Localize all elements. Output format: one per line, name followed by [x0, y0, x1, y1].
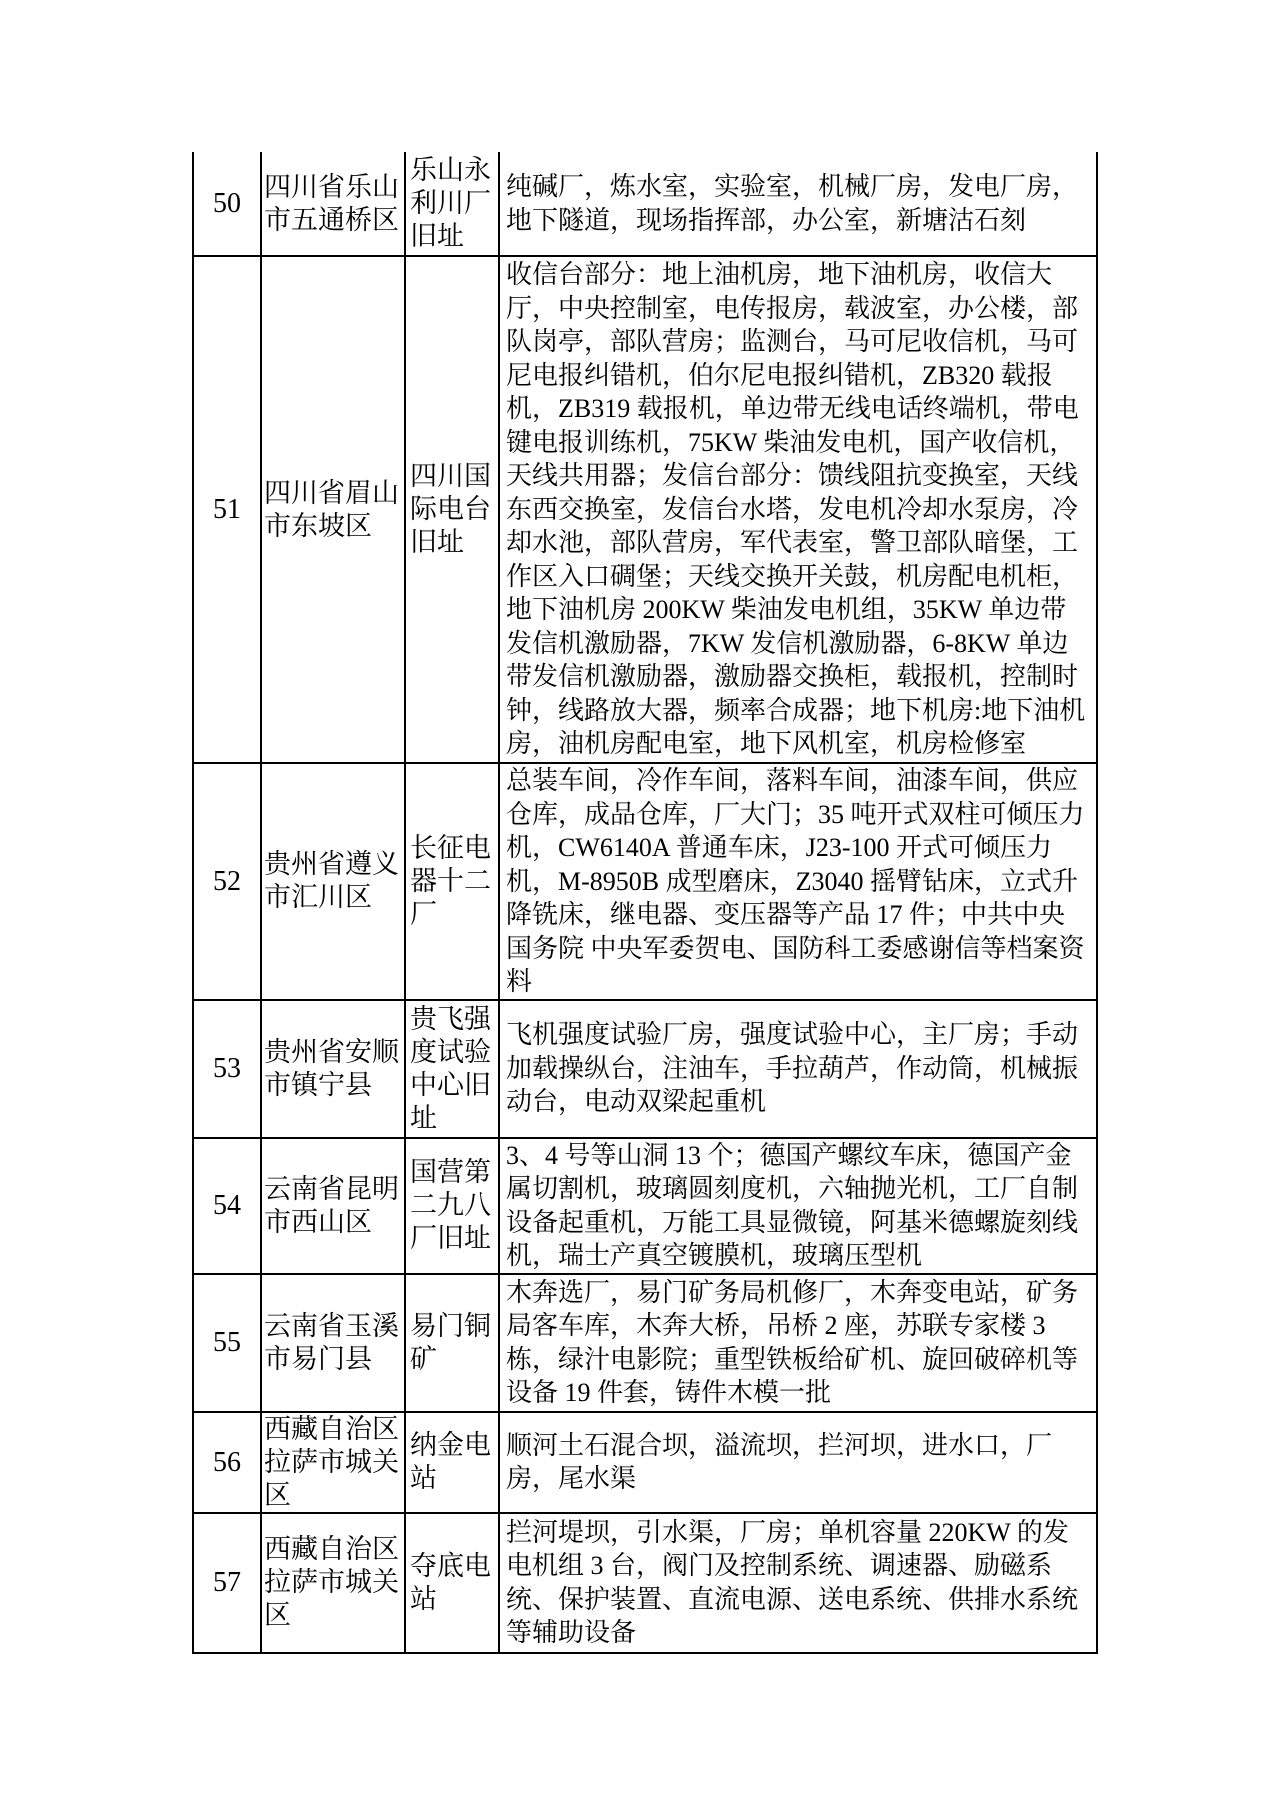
items-cell: 纯碱厂，炼水室，实验室，机械厂房，发电厂房，地下隧道，现场指挥部，办公室，新塘沽石刻: [499, 152, 1097, 256]
row-number: 55: [193, 1274, 261, 1412]
table-row: [193, 763, 1097, 1000]
row-number: 51: [193, 256, 261, 763]
site-name-cell: 贵飞强度试验中心旧址: [405, 1000, 499, 1138]
items-cell: 拦河堤坝，引水渠，厂房；单机容量 220KW 的发电机组 3 台，阀门及控制系统、调速器、励磁系统、保护装置、直流电源、送电系统、供排水系统等辅助设备: [499, 1513, 1097, 1653]
row-number: 57: [193, 1513, 261, 1653]
table-row: [193, 1138, 1097, 1274]
table-row: [193, 1000, 1097, 1138]
location-cell: 贵州省遵义市汇川区: [261, 763, 405, 1000]
site-name-cell: 乐山永利川厂旧址: [405, 152, 499, 256]
row-number: 56: [193, 1412, 261, 1513]
row-number: 54: [193, 1138, 261, 1274]
location-cell: 西藏自治区拉萨市城关区: [261, 1513, 405, 1653]
items-cell: 飞机强度试验厂房，强度试验中心，主厂房；手动加载操纵台，注油车，手拉葫芦，作动筒，机械振动台，电动双梁起重机: [499, 1000, 1097, 1138]
table-row: [193, 1274, 1097, 1412]
location-cell: 西藏自治区拉萨市城关区: [261, 1412, 405, 1513]
site-name-cell: 纳金电站: [405, 1412, 499, 1513]
location-cell: 云南省玉溪市易门县: [261, 1274, 405, 1412]
site-name-cell: 四川国际电台旧址: [405, 256, 499, 763]
site-name-cell: 国营第二九八厂旧址: [405, 1138, 499, 1274]
items-cell: 3、4 号等山洞 13 个；德国产螺纹车床，德国产金属切割机，玻璃圆刻度机，六轴抛光机，工厂自制设备起重机，万能工具显微镜，阿基米德螺旋刻线机，瑞士产真空镀膜机，玻璃压型机: [499, 1138, 1097, 1274]
items-cell: 总装车间，冷作车间，落料车间，油漆车间，供应仓库，成品仓库，厂大门；35 吨开式双柱可倾压力机，CW6140A 普通车床，J23-100 开式可倾压力机，M-8950B 成型磨床，Z3040 摇臂钻床，立式升降铣床，继电器、变压器等产品 17 件；中共中央 国务院 中央军委贺电、国防科工委感谢信等档案资料: [499, 763, 1097, 1000]
row-number: 52: [193, 763, 261, 1000]
row-number: 50: [193, 152, 261, 256]
table-row: [193, 1412, 1097, 1513]
heritage-sites-table: [192, 152, 1098, 1654]
site-name-cell: 长征电器十二厂: [405, 763, 499, 1000]
site-name-cell: 夺底电站: [405, 1513, 499, 1653]
location-cell: 四川省眉山市东坡区: [261, 256, 405, 763]
items-cell: 收信台部分：地上油机房，地下油机房，收信大厅，中央控制室，电传报房，载波室，办公楼，部队岗亭，部队营房；监测台，马可尼收信机，马可尼电报纠错机，伯尔尼电报纠错机，ZB320 载报机，ZB319 载报机，单边带无线电话终端机，带电键电报训练机，75KW 柴油发电机，国产收信机，天线共用器；发信台部分：馈线阻抗变换室，天线东西交换室，发信台水塔，发电机冷却水泵房，冷却水池，部队营房，军代表室，警卫部队暗堡，工作区入口碉堡；天线交换开关鼓，机房配电机柜，地下油机房 200KW 柴油发电机组，35KW 单边带发信机激励器，7KW 发信机激励器，6-8KW 单边带发信机激励器，激励器交换柜，载报机，控制时钟，线路放大器，频率合成器；地下机房:地下油机房，油机房配电室，地下风机室，机房检修室: [499, 256, 1097, 763]
table-row: [193, 256, 1097, 763]
location-cell: 云南省昆明市西山区: [261, 1138, 405, 1274]
items-cell: 顺河土石混合坝，溢流坝，拦河坝，进水口，厂房，尾水渠: [499, 1412, 1097, 1513]
location-cell: 贵州省安顺市镇宁县: [261, 1000, 405, 1138]
site-name-cell: 易门铜矿: [405, 1274, 499, 1412]
table-row: [193, 1513, 1097, 1653]
location-cell: 四川省乐山市五通桥区: [261, 152, 405, 256]
table-row: [193, 152, 1097, 256]
row-number: 53: [193, 1000, 261, 1138]
items-cell: 木奔选厂，易门矿务局机修厂，木奔变电站，矿务局客车库，木奔大桥，吊桥 2 座，苏联专家楼 3 栋，绿汁电影院；重型铁板给矿机、旋回破碎机等设备 19 件套，铸件木模一批: [499, 1274, 1097, 1412]
